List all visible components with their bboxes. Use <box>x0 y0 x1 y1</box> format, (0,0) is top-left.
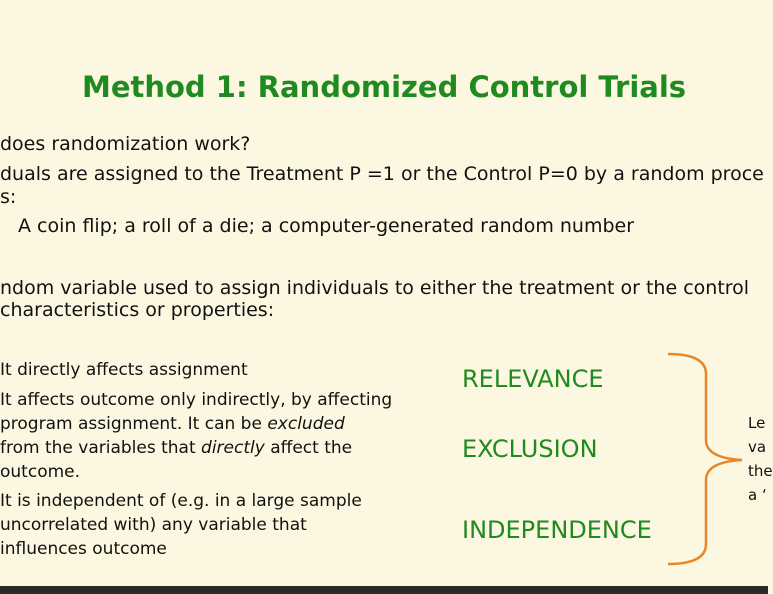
property-exclusion-line-2 <box>0 412 345 436</box>
random-variable-line-cont: characteristics or properties: <box>0 299 275 321</box>
examples-line: A coin flip; a roll of a die; a computer-generated random number <box>18 215 635 237</box>
bottom-bar <box>0 586 768 594</box>
assignment-line: duals are assigned to the Treatment P =1 or the Control P=0 by a random proce <box>0 163 764 185</box>
label-exclusion: EXCLUSION <box>462 435 598 463</box>
property-relevance-text: It directly affects assignment <box>0 360 248 380</box>
assignment-line-cont: s: <box>0 186 17 208</box>
slide-title: Method 1: Randomized Control Trials <box>81 70 687 104</box>
property-exclusion-line-1: It affects outcome only indirectly, by affecting <box>0 390 393 410</box>
exclusion-line-3-text: from the variables that <box>0 438 202 458</box>
exclusion-line-2-text: program assignment. It can be <box>0 414 268 434</box>
curly-brace-icon <box>668 352 748 566</box>
property-independence-line-3: influences outcome <box>0 539 167 559</box>
property-independence-line-1: It is independent of (e.g. in a large sample <box>0 491 362 511</box>
side-note-line-4: a ‘ <box>748 486 767 504</box>
side-note-line-2: va <box>748 438 767 456</box>
property-exclusion-line-3 <box>0 436 352 460</box>
exclusion-line-3-tail: affect the <box>264 438 353 458</box>
exclusion-emphasis-directly: directly <box>201 438 265 458</box>
label-relevance: RELEVANCE <box>462 365 604 393</box>
property-independence-line-2: uncorrelated with) any variable that <box>0 515 307 535</box>
side-note-line-3: the <box>748 462 773 480</box>
label-independence: INDEPENDENCE <box>462 516 652 544</box>
random-variable-line: ndom variable used to assign individuals to either the treatment or the control <box>0 277 750 299</box>
side-note-line-1: Le <box>748 414 766 432</box>
exclusion-emphasis-excluded: excluded <box>267 414 345 434</box>
property-exclusion-line-4: outcome. <box>0 462 81 482</box>
question-line: does randomization work? <box>0 133 251 155</box>
